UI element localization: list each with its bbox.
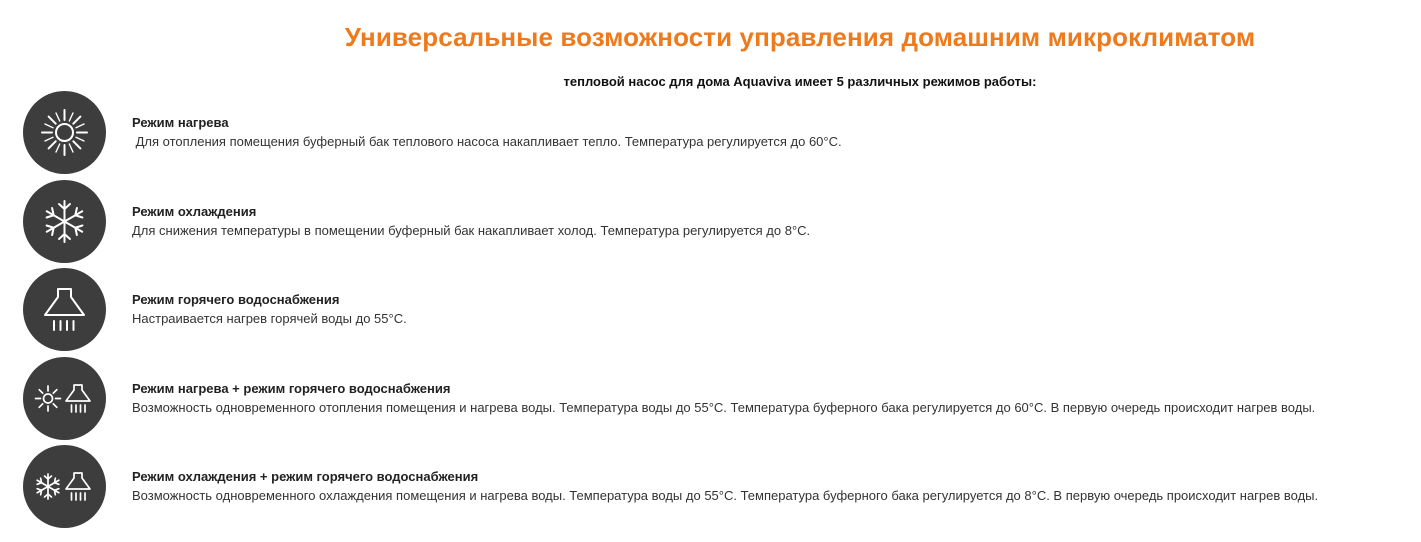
sun-icon xyxy=(23,91,106,174)
snowflake-icon xyxy=(23,180,106,263)
mode-title: Режим охлаждения xyxy=(132,203,257,219)
mode-description: Возможность одновременного отопления помещения и нагрева воды. Температура воды до 55°С. Температура буферного бака регулируется до 60°С. В первую очередь происходит нагрев воды. xyxy=(132,399,1316,415)
mode-description: Настраивается нагрев горячей воды до 55°С. xyxy=(132,311,407,326)
mode-description: Для снижения температуры в помещении буферный бак накапливает холод. Температура регулируется до 8°С. xyxy=(132,222,811,238)
mode-cooling-hot-water xyxy=(23,445,1421,534)
page-title: Универсальные возможности управления домашним микроклиматом xyxy=(344,22,1256,52)
shower-icon xyxy=(23,268,106,351)
modes-list xyxy=(23,91,1421,534)
sun-shower-icon xyxy=(23,357,106,440)
mode-heating-hot-water xyxy=(23,357,1421,446)
snowflake-shower-icon xyxy=(23,445,106,528)
mode-description: Для отопления помещения буферный бак теплового насоса накапливает тепло. Температура регулируется до 60°С. xyxy=(132,134,842,149)
mode-description: Возможность одновременного охлаждения помещения и нагрева воды. Температура воды до 55°С. Температура буферного бака регулируется до 8°С. В первую очередь происходит нагрев воды. xyxy=(132,488,1319,503)
mode-title: Режим нагрева xyxy=(132,115,229,130)
mode-heating xyxy=(23,91,1421,180)
mode-cooling xyxy=(23,180,1421,269)
mode-title: Режим охлаждения + режим горячего водоснабжения xyxy=(132,469,479,484)
page-subtitle: тепловой насос для дома Aquaviva имеет 5 различных режимов работы: xyxy=(563,74,1037,89)
mode-title: Режим горячего водоснабжения xyxy=(132,292,340,307)
mode-hot-water xyxy=(23,268,1421,357)
mode-title: Режим нагрева + режим горячего водоснабжения xyxy=(132,380,451,396)
